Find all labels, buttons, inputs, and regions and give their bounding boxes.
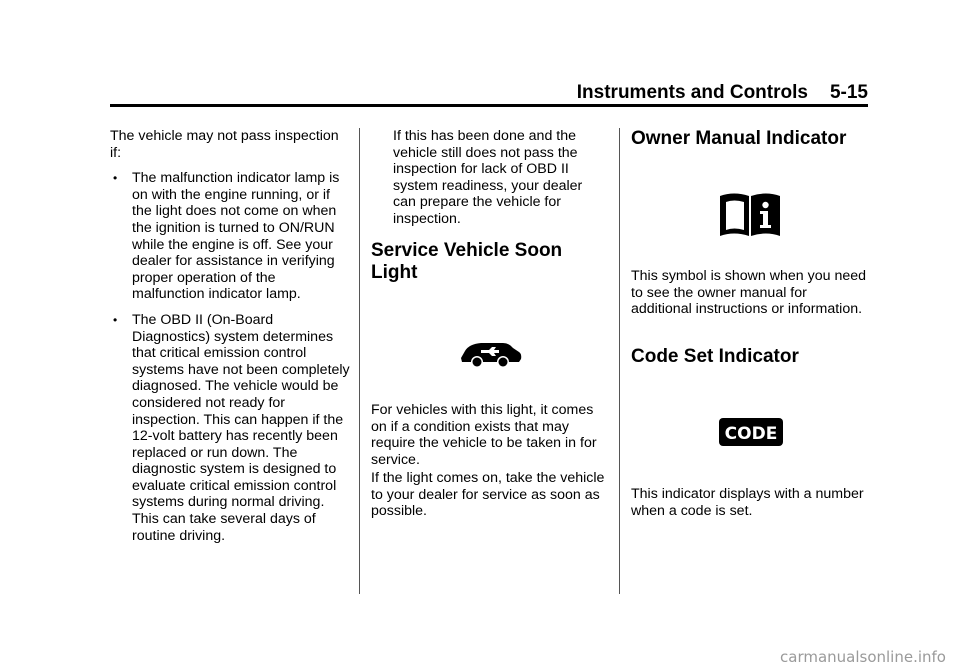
header-page-number: 5-15 <box>829 82 868 103</box>
section-title-owner-manual: Owner Manual Indicator <box>631 128 847 149</box>
bullet-text: The OBD II (On-Board Diagnostics) system determines that critical emission control systems have not been completely diagnosed. The vehicle would be considered not ready for inspection. This can happen if the 12-volt battery has recently been replaced or run down. The diagnostic system is designed to evaluate critical emission control systems during normal driving. This can take several days of routine driving. <box>132 311 350 544</box>
column-divider-2 <box>619 128 620 594</box>
header-text <box>577 82 868 104</box>
bullet-glyph: • <box>113 171 118 186</box>
header-rule <box>110 104 868 107</box>
column-1 <box>110 128 350 553</box>
service-paragraph-2: If the light comes on, take the vehicle to your dealer for service as soon as possible. <box>371 470 605 520</box>
owner-manual-paragraph: This symbol is shown when you need to see the owner manual for additional instructions or information. <box>631 268 867 318</box>
section-title-service-vehicle: Service Vehicle Soon Light <box>371 240 563 283</box>
service-vehicle-icon <box>459 338 523 373</box>
owner-manual-icon <box>718 192 782 243</box>
bullet-item <box>110 312 350 544</box>
column-2 <box>371 128 607 520</box>
code-set-icon <box>719 418 783 451</box>
service-paragraph-1: For vehicles with this light, it comes on if a condition exists that may require the vehicle to be taken in for service. <box>371 402 597 468</box>
bullet-item <box>110 170 350 303</box>
bullet-text: The malfunction indicator lamp is on with the engine running, or if the light does not come on when the ignition is turned to ON/RUN while the engine is off. See your dealer for assistance in verifying proper operation of the malfunction indicator lamp. <box>132 170 340 303</box>
section-title-code-set: Code Set Indicator <box>631 346 799 367</box>
watermark: carmanualsonline.info <box>780 648 946 666</box>
column-divider-1 <box>359 128 360 594</box>
continuation-paragraph: If this has been done and the vehicle still does not pass the inspection for lack of OBD II system readiness, your dealer can prepare the vehicle for inspection. <box>393 128 583 227</box>
intro-paragraph: The vehicle may not pass inspection if: <box>110 128 339 161</box>
page-header <box>110 82 868 106</box>
code-icon-text: CODE <box>724 424 778 444</box>
code-set-paragraph: This indicator displays with a number when a code is set. <box>631 486 864 519</box>
bullet-glyph: • <box>113 312 118 327</box>
header-section-title: Instruments and Controls <box>576 82 808 103</box>
